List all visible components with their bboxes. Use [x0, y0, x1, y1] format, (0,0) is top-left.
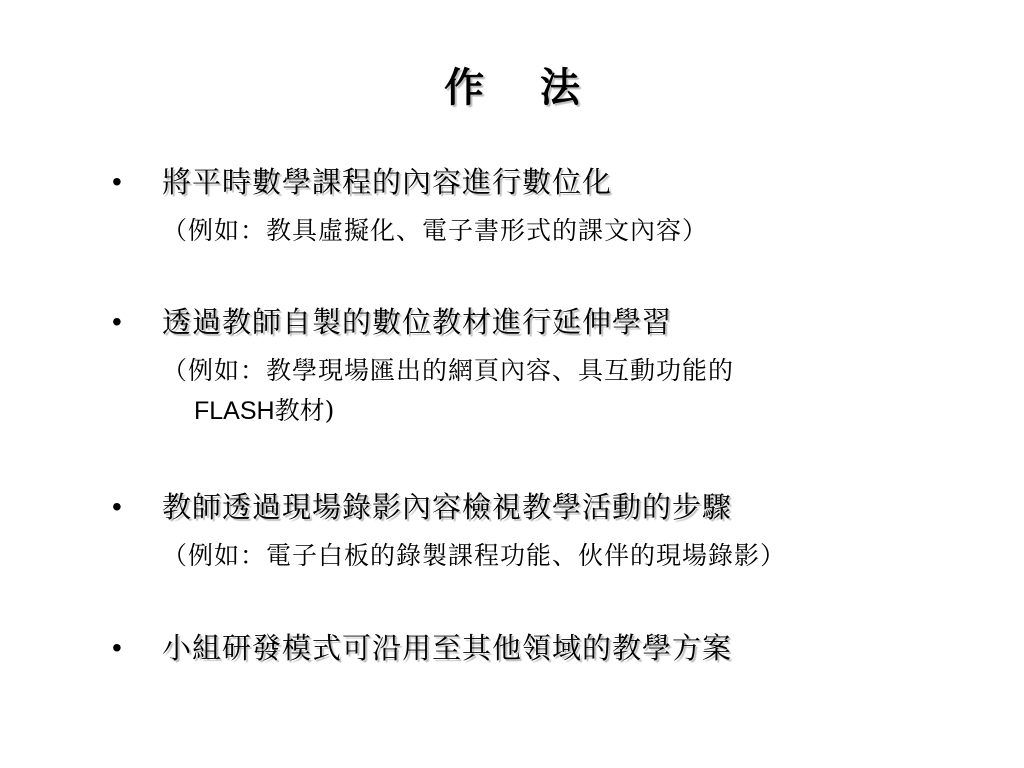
bullet-example-rest: 教材)	[274, 396, 335, 425]
bullet-text: 將平時數學課程的內容進行數位化	[162, 165, 613, 199]
bullet-example-latin: FLASH	[194, 397, 275, 425]
bullet-example: （例如：教具虛擬化、電子書形式的課文內容）	[162, 216, 709, 245]
bullet-text: 透過教師自製的數位教材進行延伸學習	[162, 305, 673, 339]
bullet-icon: •	[112, 491, 122, 522]
bullet-icon: •	[112, 306, 122, 337]
bullet-icon: •	[112, 632, 122, 663]
bullet-icon: •	[112, 166, 122, 197]
slide-title: 作 法	[444, 64, 580, 111]
bullet-example: （例如：電子白板的錄製課程功能、伙伴的現場錄影）	[162, 541, 787, 570]
bullet-example-continued	[194, 394, 334, 428]
bullet-example: （例如：教學現場匯出的網頁內容、具互動功能的	[162, 356, 735, 385]
bullet-text: 教師透過現場錄影內容檢視教學活動的步驟	[162, 490, 733, 524]
bullet-text: 小組研發模式可沿用至其他領域的教學方案	[162, 631, 733, 665]
